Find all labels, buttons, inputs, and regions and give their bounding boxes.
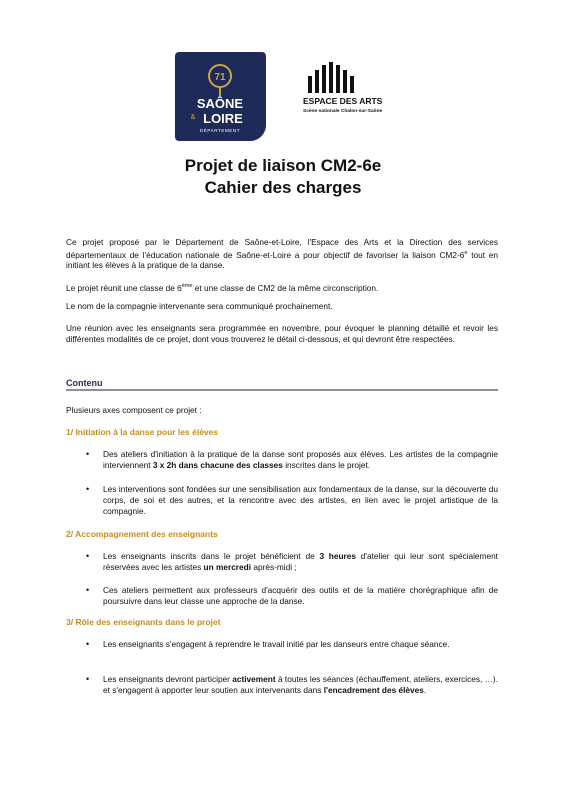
intro-paragraph-4: Une réunion avec les enseignants sera programmée en novembre, pour évoquer le planning détaillé et revoir les différentes modalités de ce projet, dont vous trouverez le détail ci-dessous, et qui devront être respectées. [66,323,498,344]
title-line1: Projet de liaison CM2-6e [184,156,382,175]
contenu-lead: Plusieurs axes composent ce projet : [66,405,202,415]
subsection-1-title: 1/ Initiation à la danse pour les élèves [66,427,219,437]
title-line2: Cahier des charges [204,178,362,197]
logo-line2: LOIRE [203,111,243,126]
intro-paragraph-1: Ce projet proposé par le Département de Saône-et-Loire, l'Espace des Arts et la Direction des services départementaux de l'éducation nationale de Saône-et-Loire a pour objectif de favoriser la liaison CM2-6e tout en initiant les élèves à la pratique de la danse. [66,237,498,270]
subsection-3-title: 3/ Rôle des enseignants dans le projet [66,617,221,627]
bullet-icon: • [86,551,90,561]
s3-bullet-2: Les enseignants devront participer activement à toutes les séances (échauffement, ateliers, exercices, …). et s'engagent à apporter leur soutien aux intervenants dans l'encadrement des élèves. [103,674,498,695]
bullet-icon: • [86,639,90,649]
logo-dept: DÉPARTEMENT [199,128,241,133]
espace-des-arts-logo [300,60,400,120]
section-heading-contenu: Contenu [66,378,103,388]
logo-amp: & [190,114,196,121]
intro-paragraph-2: Le projet réunit une classe de 6ème et une classe de CM2 de la même circonscription. [66,282,379,293]
s2-bullet-2: Ces ateliers permettent aux professeurs d'acquérir des outils et de la matière chorégraphique afin de poursuivre dans leur classe une approche de la danse. [103,585,498,606]
intro-paragraph-3: Le nom de la compagnie intervenante sera communiqué prochainement. [66,301,333,311]
espace-subtitle: Scène nationale Chalon-sur-Saône [303,109,383,114]
espace-name: ESPACE DES ARTS [303,96,383,106]
logo-emblem-text: 71 [214,72,226,83]
bullet-icon: • [86,585,90,595]
bullet-icon: • [86,484,90,494]
espace-bars-icon [308,62,354,93]
s3-bullet-1: Les enseignants s'engagent à reprendre le travail initié par les danseurs entre chaque séance. [103,639,450,649]
subsection-2-title: 2/ Accompagnement des enseignants [66,529,218,539]
s1-bullet-2: Les interventions sont fondées sur une sensibilisation aux fondamentaux de la danse, sur la découverte du corps, de soi et des autres, et la rencontre avec des artistes, en lien avec le projet artistique de la compagnie. [103,484,498,516]
section-divider [66,389,498,391]
s1-bullet-1: Des ateliers d'initiation à la pratique de la danse sont proposés aux élèves. Les artistes de la compagnie interviennent 3 x 2h dans chacune des classes inscrites dans le projet. [103,449,498,470]
logo-line1: SAÔNE [196,96,244,111]
bullet-icon: • [86,449,90,459]
bullet-icon: • [86,674,90,684]
saone-et-loire-logo [175,52,266,141]
s2-bullet-1: Les enseignants inscrits dans le projet bénéficient de 3 heures d'atelier qui leur sont spécialement réservées avec les artistes un mercredi après-midi ; [103,551,498,572]
